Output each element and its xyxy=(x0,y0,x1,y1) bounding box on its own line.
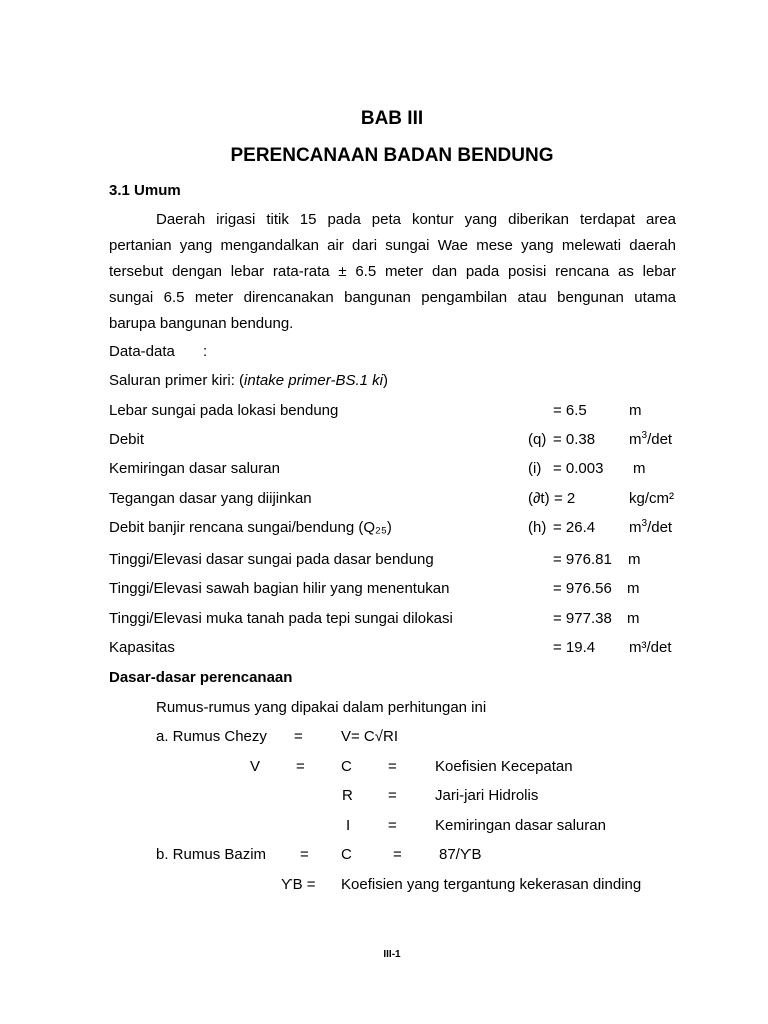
chezy-equals: = xyxy=(294,728,303,745)
term-symbol: C xyxy=(341,758,352,775)
saluran-line xyxy=(109,372,388,389)
data-row-unit: m xyxy=(627,610,640,627)
paragraph-line: sungai 6.5 meter direncanakan bangunan pengambilan atau bengunan utama xyxy=(109,289,676,306)
data-row-label: Lebar sungai pada lokasi bendung xyxy=(109,402,339,419)
page-title: PERENCANAAN BADAN BENDUNG xyxy=(230,145,554,166)
unit-base: m xyxy=(629,519,642,536)
unit-tail: /det xyxy=(647,431,673,448)
data-row-value: = 977.38 xyxy=(553,610,612,627)
data-row-label: Debit banjir rencana sungai/bendung (Q₂₅) xyxy=(109,519,392,536)
dasar-intro: Rumus-rumus yang dipakai dalam perhitungan ini xyxy=(156,699,487,716)
bazim-symbol: C xyxy=(341,846,352,863)
term-symbol-left: V xyxy=(250,758,261,775)
data-row-value: = 0.003 xyxy=(553,460,604,477)
term-equals: = xyxy=(388,787,397,804)
bazim-term-symbol: ϒB = xyxy=(281,876,316,893)
paragraph-line: Daerah irigasi titik 15 pada peta kontur yang diberikan terdapat area xyxy=(156,211,676,228)
data-row-unit: m³/det xyxy=(629,639,672,656)
data-row-unit: m xyxy=(628,551,641,568)
page-number: III-1 xyxy=(383,949,401,960)
chezy-formula: V= C√RI xyxy=(341,728,398,745)
chezy-label: a. Rumus Chezy xyxy=(156,728,267,745)
data-row-unit: m xyxy=(627,580,640,597)
term-equals: = xyxy=(388,758,397,775)
paragraph-line: pertanian yang mengandalkan air dari sungai Wae mese yang melewati daerah xyxy=(109,237,676,254)
paragraph-line: barupa bangunan bendung. xyxy=(109,315,294,332)
term-symbol: R xyxy=(342,787,353,804)
saluran-prefix: Saluran primer kiri: ( xyxy=(109,372,245,389)
unit-exponent: 3 xyxy=(641,430,648,441)
data-row-label: Tinggi/Elevasi sawah bagian hilir yang menentukan xyxy=(109,580,450,597)
chapter-heading: BAB III xyxy=(360,108,424,129)
unit-base: m xyxy=(629,431,642,448)
data-row-value: = 6.5 xyxy=(553,402,587,419)
data-row-label: Tinggi/Elevasi dasar sungai pada dasar bendung xyxy=(109,551,434,568)
data-row-label: Tegangan dasar yang diijinkan xyxy=(109,490,312,507)
unit-tail: /det xyxy=(647,519,673,536)
data-label: Data-data xyxy=(109,343,175,360)
paragraph-line: tersebut dengan lebar rata-rata ± 6.5 meter dan pada posisi rencana as lebar xyxy=(109,263,676,280)
data-row-value: = 0.38 xyxy=(553,431,596,448)
dasar-heading: Dasar-dasar perencanaan xyxy=(109,669,293,686)
saluran-italic: intake primer-BS.1 ki xyxy=(244,372,383,389)
data-row-label: Kapasitas xyxy=(109,639,175,656)
term-symbol: I xyxy=(346,817,351,834)
data-row-label: Debit xyxy=(109,431,145,448)
data-row-value: = 26.4 xyxy=(553,519,596,536)
term-description: Kemiringan dasar saluran xyxy=(435,817,606,834)
data-colon: : xyxy=(203,343,208,360)
bazim-formula: 87/ϒB xyxy=(439,846,482,863)
unit-exponent: 3 xyxy=(641,518,648,529)
data-row-unit: m xyxy=(629,402,642,419)
bazim-label: b. Rumus Bazim xyxy=(156,846,267,863)
bazim-equals-2: = xyxy=(393,846,402,863)
data-row-value: = 19.4 xyxy=(553,639,596,656)
intro-paragraph xyxy=(109,207,676,337)
term-description: Koefisien Kecepatan xyxy=(435,758,573,775)
data-row-symbol: (q) xyxy=(528,431,547,448)
data-row-value: = 976.56 xyxy=(553,580,612,597)
data-row-symbol: (∂t) xyxy=(528,490,550,507)
saluran-suffix: ) xyxy=(382,372,388,389)
term-equals: = xyxy=(388,817,397,834)
data-row-symbol: (i) xyxy=(528,460,542,477)
data-row-label: Kemiringan dasar saluran xyxy=(109,460,280,477)
term-description: Jari-jari Hidrolis xyxy=(435,787,539,804)
data-row-unit xyxy=(629,519,672,536)
term-equals: = xyxy=(296,758,305,775)
data-row-symbol: (h) xyxy=(528,519,547,536)
bazim-equals: = xyxy=(300,846,309,863)
section-heading: 3.1 Umum xyxy=(109,182,181,199)
bazim-term-description: Koefisien yang tergantung kekerasan dinding xyxy=(341,876,642,893)
data-row-label: Tinggi/Elevasi muka tanah pada tepi sungai dilokasi xyxy=(109,610,453,627)
data-row-value: = 976.81 xyxy=(553,551,612,568)
data-row-unit xyxy=(629,431,672,448)
data-row-unit: kg/cm² xyxy=(629,490,674,507)
data-row-unit: m xyxy=(633,460,646,477)
data-row-value: = 2 xyxy=(554,490,576,507)
